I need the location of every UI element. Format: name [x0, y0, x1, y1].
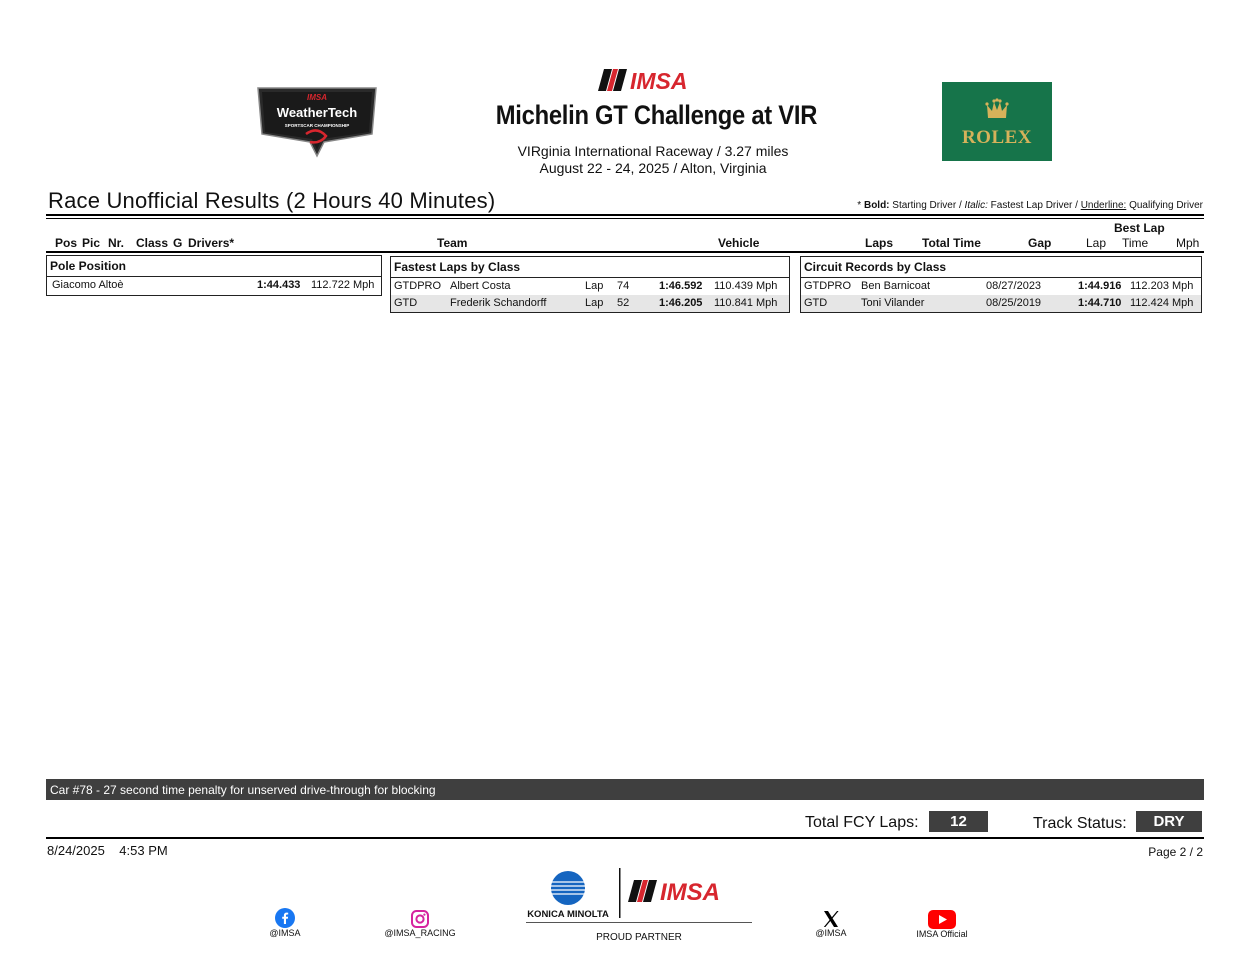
table-row	[391, 295, 789, 312]
fl-speed: 110.439 Mph	[714, 280, 778, 292]
page-number: Page 2 / 2	[1148, 845, 1203, 859]
circuit-records-title: Circuit Records by Class	[800, 256, 1202, 278]
pole-position-title: Pole Position	[46, 255, 382, 277]
fl-driver: Albert Costa	[450, 280, 511, 292]
col-drivers: Drivers*	[188, 236, 235, 250]
youtube-icon	[928, 910, 956, 929]
event-title: Michelin GT Challenge at VIR	[495, 100, 818, 130]
fcy-label: Total FCY Laps:	[805, 814, 919, 831]
cr-time: 1:44.710	[1078, 297, 1122, 309]
title-rule-thin	[46, 218, 1204, 219]
col-total-time: Total Time	[922, 236, 981, 250]
pole-row	[46, 277, 382, 296]
fastest-laps-title: Fastest Laps by Class	[390, 256, 790, 278]
penalty-note: Car #78 - 27 second time penalty for unserved drive-through for blocking	[46, 779, 1204, 800]
pole-speed: 112.722 Mph	[311, 279, 375, 291]
crown-icon	[985, 98, 1009, 122]
x-icon	[822, 910, 840, 928]
instagram-icon	[411, 910, 429, 928]
fl-time: 1:46.205	[659, 297, 703, 309]
col-class: Class	[136, 236, 169, 250]
partner-rule	[526, 922, 752, 923]
facebook-icon	[275, 908, 295, 928]
cr-date: 08/27/2023	[986, 280, 1042, 292]
konica-minolta-logo	[527, 871, 609, 920]
col-pic: Pic	[82, 236, 101, 250]
social-handle: @IMSA	[815, 928, 847, 938]
footer-datetime	[47, 843, 168, 858]
social-youtube[interactable]	[910, 910, 974, 939]
col-laps: Laps	[865, 236, 894, 250]
cr-class: GTDPRO	[804, 280, 852, 292]
rolex-wordmark: ROLEX	[961, 127, 1033, 148]
header-rule	[46, 251, 1204, 253]
proud-partner-caption: PROUD PARTNER	[596, 932, 682, 943]
fcy-value: 12	[929, 811, 988, 832]
social-handle: @IMSA	[269, 928, 301, 938]
cr-speed: 112.424 Mph	[1130, 297, 1194, 309]
social-handle: @IMSA_RACING	[384, 928, 456, 938]
cr-time: 1:44.916	[1078, 280, 1122, 292]
driver-legend: * Bold: Starting Driver / Italic: Fastest Lap Driver / Underline: Qualifying Driver	[857, 200, 1203, 211]
footer-time: 4:53 PM	[119, 843, 168, 858]
table-row	[801, 295, 1201, 312]
fl-lap-label: Lap	[585, 280, 604, 292]
social-x[interactable]	[806, 910, 856, 938]
imsa-logo	[596, 68, 712, 92]
fl-time: 1:46.592	[659, 280, 703, 292]
circuit-records-table	[800, 278, 1202, 313]
fl-lap: 52	[617, 297, 630, 309]
col-time: Time	[1122, 236, 1149, 250]
social-facebook[interactable]	[255, 908, 315, 938]
svg-text:WeatherTech: WeatherTech	[276, 105, 358, 120]
imsa-partner-logo	[628, 879, 720, 906]
circuit-records-box	[800, 256, 1202, 313]
fl-class: GTD	[394, 297, 418, 309]
col-vehicle: Vehicle	[718, 236, 760, 250]
table-row	[801, 278, 1201, 295]
footer-rule	[46, 837, 1204, 839]
svg-text:KONICA MINOLTA: KONICA MINOLTA	[527, 909, 609, 920]
col-lap: Lap	[1086, 236, 1107, 250]
cr-driver: Toni Vilander	[861, 297, 925, 309]
cr-class: GTD	[804, 297, 828, 309]
pole-position-box	[46, 255, 382, 296]
social-handle: IMSA Official	[916, 929, 968, 939]
col-nr: Nr.	[108, 236, 125, 250]
col-g: G	[173, 236, 183, 250]
track-status-label: Track Status:	[1033, 815, 1127, 832]
event-dates: August 22 - 24, 2025 / Alton, Virginia	[539, 160, 767, 176]
partner-logos	[526, 868, 752, 924]
col-team: Team	[437, 236, 468, 250]
footer-date: 8/24/2025	[47, 843, 105, 858]
track-status-value: DRY	[1136, 811, 1202, 832]
fl-driver: Frederik Schandorff	[450, 297, 547, 309]
venue: VIRginia International Raceway / 3.27 miles	[517, 143, 789, 159]
pole-time: 1:44.433	[257, 279, 301, 291]
col-mph: Mph	[1176, 236, 1200, 250]
results-title: Race Unofficial Results (2 Hours 40 Minutes)	[48, 188, 496, 213]
title-rule	[46, 214, 1204, 216]
fl-class: GTDPRO	[394, 280, 442, 292]
fl-lap-label: Lap	[585, 297, 604, 309]
fl-lap: 74	[617, 280, 630, 292]
cr-driver: Ben Barnicoat	[861, 280, 931, 292]
fl-speed: 110.841 Mph	[714, 297, 778, 309]
cr-date: 08/25/2019	[986, 297, 1042, 309]
table-row	[391, 278, 789, 295]
svg-text:IMSA: IMSA	[307, 93, 327, 102]
svg-text:IMSA: IMSA	[630, 68, 688, 92]
col-best-lap: Best Lap	[1114, 221, 1165, 235]
social-instagram[interactable]	[380, 910, 460, 938]
fastest-laps-box	[390, 256, 790, 313]
col-gap: Gap	[1028, 236, 1052, 250]
pole-driver: Giacomo Altoè	[52, 279, 124, 291]
fastest-laps-table	[390, 278, 790, 313]
cr-speed: 112.203 Mph	[1130, 280, 1194, 292]
rolex-logo	[942, 82, 1052, 161]
svg-text:IMSA: IMSA	[660, 879, 720, 906]
col-pos: Pos	[55, 236, 78, 250]
svg-text:SPORTSCAR CHAMPIONSHIP: SPORTSCAR CHAMPIONSHIP	[284, 123, 350, 128]
